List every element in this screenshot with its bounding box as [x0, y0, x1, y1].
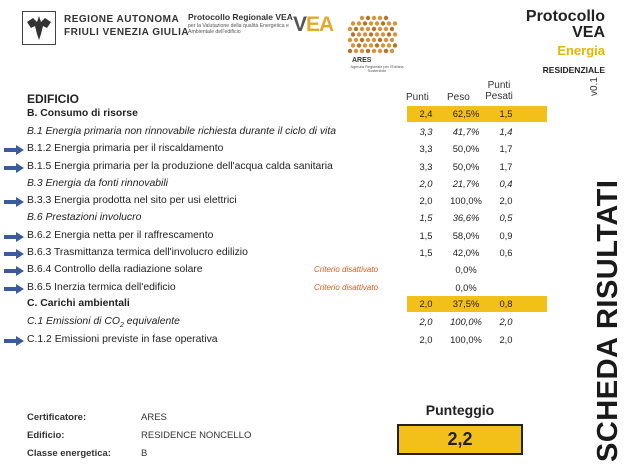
row-punti-pesati: 1,5	[499, 108, 513, 119]
row-label-tail: equivalente	[123, 316, 180, 327]
row-punti: 3,3	[419, 161, 433, 172]
row-peso: 36,6%	[452, 212, 480, 223]
row-peso: 100,0%	[450, 334, 482, 345]
ares-logo-dot	[372, 27, 376, 31]
ares-logo-dot	[360, 49, 364, 53]
ares-subtitle: Agenzia Regionale per l'Edilizia Sostenibile	[350, 65, 404, 74]
table-row	[27, 332, 522, 348]
table-row	[27, 159, 522, 175]
row-peso: 100,0%	[450, 316, 482, 327]
row-punti: 2,0	[419, 178, 433, 189]
row-punti-pesati: 2,0	[499, 195, 513, 206]
table-row	[27, 228, 522, 244]
ares-logo-dot	[390, 49, 394, 53]
ares-logo-dot	[393, 21, 397, 25]
row-punti: 1,5	[419, 212, 433, 223]
ares-logo-dot	[351, 21, 355, 25]
row-punti: 2,4	[419, 108, 433, 119]
ares-logo-dot	[366, 16, 370, 20]
vea-logo	[293, 13, 333, 37]
ares-logo-dot	[384, 27, 388, 31]
ares-logo-dot	[387, 43, 391, 47]
ares-name: ARES	[352, 57, 372, 64]
column-header-pesati-line2: Pesati	[485, 91, 513, 102]
row-label-subscript: 2	[119, 322, 124, 330]
region-name-line2: FRIULI VENEZIA GIULIA	[64, 27, 190, 38]
row-punti: 1,5	[419, 230, 433, 241]
row-label: B.1 Energia primaria non rinnovabile richiesta durante il ciclo di vita	[27, 126, 336, 137]
ares-logo-dot	[366, 27, 370, 31]
row-label: B.6.4 Controllo della radiazione solare	[27, 264, 203, 275]
row-label: B.1.5 Energia primaria per la produzione dell'acqua calda sanitaria	[27, 161, 333, 172]
ares-logo-dot	[372, 16, 376, 20]
row-label: B.1.2 Energia primaria per il riscaldamento	[27, 143, 224, 154]
row-label: C. Carichi ambientali	[27, 298, 130, 309]
arrow-right-icon	[4, 145, 24, 155]
ares-logo-dot	[393, 32, 397, 36]
version-label: v0.1	[589, 77, 600, 96]
ares-logo-dot	[363, 43, 367, 47]
ares-logo-dot	[354, 38, 358, 42]
ares-logo-dot	[393, 43, 397, 47]
table-row	[27, 193, 522, 209]
ares-logo-dot	[378, 16, 382, 20]
arrow-right-icon	[4, 197, 24, 207]
column-header-pesati-line1: Punti	[487, 80, 511, 91]
ares-logo-dot	[375, 32, 379, 36]
ares-logo-dot	[369, 43, 373, 47]
row-label: B.3 Energia da fonti rinnovabili	[27, 178, 168, 189]
row-label: B.6 Prestazioni involucro	[27, 212, 142, 223]
classe-energetica-value: B	[141, 448, 148, 459]
ares-logo-dot	[366, 49, 370, 53]
ares-logo-dot	[381, 21, 385, 25]
certificatore-label: Certificatore:	[27, 412, 87, 423]
ares-logo-dot	[366, 38, 370, 42]
vea-logo-ea: EA	[306, 13, 334, 36]
row-peso: 21,7%	[452, 178, 480, 189]
column-header-punti-pesati	[482, 80, 516, 102]
row-peso: 41,7%	[452, 126, 480, 137]
region-eagle-logo	[22, 11, 56, 45]
certificatore-value: ARES	[141, 412, 167, 423]
table-row	[27, 124, 522, 140]
table-row	[27, 176, 522, 192]
table-row	[27, 296, 522, 312]
section-title: EDIFICIO	[27, 92, 80, 106]
row-peso: 37,5%	[452, 298, 480, 309]
row-punti-pesati: 2,0	[499, 334, 513, 345]
row-punti: 3,3	[419, 143, 433, 154]
row-peso: 0,0%	[455, 264, 477, 275]
ares-logo-dot	[363, 32, 367, 36]
ares-logo-dot	[375, 43, 379, 47]
criterion-disabled-note: Criterio disattivato	[314, 265, 379, 274]
ares-logo-dot	[372, 38, 376, 42]
row-peso: 58,0%	[452, 230, 480, 241]
row-peso: 0,0%	[455, 282, 477, 293]
row-label: B.6.2 Energia netta per il raffrescamento	[27, 230, 214, 241]
side-title: SCHEDA RISULTATI	[592, 179, 624, 462]
ares-logo-dot	[375, 21, 379, 25]
row-punti-pesati: 2,0	[499, 316, 513, 327]
row-label: B.6.3 Trasmittanza termica dell'involucro edilizio	[27, 247, 248, 258]
arrow-right-icon	[4, 249, 24, 259]
ares-logo-dot	[384, 38, 388, 42]
table-row	[27, 245, 522, 261]
vea-title: Protocollo Regionale VEA	[188, 12, 293, 22]
row-punti: 3,3	[419, 126, 433, 137]
protocol-title-line1: Protocollo	[525, 8, 605, 25]
residential-label: RESIDENZIALE	[542, 65, 605, 75]
edificio-value: RESIDENCE NONCELLO	[141, 430, 252, 441]
row-punti-pesati: 0,8	[499, 298, 513, 309]
ares-logo-dot	[387, 21, 391, 25]
energy-label: Energia	[557, 43, 605, 58]
ares-logo-dot	[363, 21, 367, 25]
row-label: B.3.3 Energia prodotta nel sito per usi elettrici	[27, 195, 237, 206]
table-row	[27, 106, 522, 122]
ares-logo-dot	[354, 27, 358, 31]
vea-logo-v: V	[293, 13, 307, 36]
row-punti-pesati: 0,5	[499, 212, 513, 223]
row-punti-pesati: 1,7	[499, 161, 513, 172]
row-peso: 50,0%	[452, 143, 480, 154]
row-punti: 1,5	[419, 247, 433, 258]
region-name-line1: REGIONE AUTONOMA	[64, 14, 180, 25]
row-punti: 2,0	[419, 195, 433, 206]
arrow-right-icon	[4, 336, 24, 346]
row-punti-pesati: 0,4	[499, 178, 513, 189]
protocol-title	[526, 9, 605, 41]
row-peso: 62,5%	[452, 108, 480, 119]
ares-logo-dot	[357, 43, 361, 47]
ares-logo-dot	[351, 43, 355, 47]
table-row	[27, 280, 522, 296]
row-punti-pesati: 1,7	[499, 143, 513, 154]
protocol-title-line2: VEA	[572, 24, 605, 41]
arrow-right-icon	[4, 284, 24, 294]
row-label: C.1.2 Emissioni previste in fase operativa	[27, 334, 218, 345]
row-peso: 42,0%	[452, 247, 480, 258]
ares-logo-dot	[357, 21, 361, 25]
table-row	[27, 314, 522, 330]
ares-logo-dot	[384, 16, 388, 20]
ares-logo-dot	[381, 32, 385, 36]
ares-logo-dot	[378, 38, 382, 42]
arrow-right-icon	[4, 232, 24, 242]
table-row	[27, 210, 522, 226]
row-punti-pesati: 0,6	[499, 247, 513, 258]
criterion-disabled-note: Criterio disattivato	[314, 283, 379, 292]
ares-logo-dot	[360, 16, 364, 20]
ares-logo-dot	[369, 21, 373, 25]
row-label: B. Consumo di risorse	[27, 108, 138, 119]
ares-logo-dot	[378, 49, 382, 53]
ares-logo-dot	[351, 32, 355, 36]
table-row	[27, 141, 522, 157]
row-punti: 2,0	[419, 334, 433, 345]
row-punti-pesati: 0,9	[499, 230, 513, 241]
ares-logo-dot	[357, 32, 361, 36]
classe-energetica-label: Classe energetica:	[27, 448, 111, 459]
ares-logo-dot	[348, 49, 352, 53]
vea-subtitle: per la Valutazione della qualità Energetica e Ambientale dell'edificio	[188, 23, 289, 35]
ares-logo-dot	[369, 32, 373, 36]
ares-logo-dot	[378, 27, 382, 31]
ares-logo-dot	[360, 38, 364, 42]
ares-logo-dot	[348, 27, 352, 31]
ares-logo-dot	[381, 43, 385, 47]
arrow-right-icon	[4, 163, 24, 173]
column-header-peso: Peso	[447, 92, 470, 103]
row-label: B.6.5 Inerzia termica dell'edificio	[27, 282, 176, 293]
row-peso: 50,0%	[452, 161, 480, 172]
region-name	[64, 13, 189, 39]
table-row	[27, 262, 522, 278]
ares-logo-dot	[384, 49, 388, 53]
ares-logo-dot	[387, 32, 391, 36]
row-peso: 100,0%	[450, 195, 482, 206]
ares-logo-dot	[348, 38, 352, 42]
score-label: Punteggio	[425, 402, 495, 418]
ares-logo-dot	[390, 27, 394, 31]
ares-logo-dot	[360, 27, 364, 31]
ares-logo-dot	[390, 38, 394, 42]
ares-logo-dot	[372, 49, 376, 53]
row-punti-pesati: 1,4	[499, 126, 513, 137]
arrow-right-icon	[4, 266, 24, 276]
column-header-punti: Punti	[406, 92, 429, 103]
ares-logo-dot	[354, 49, 358, 53]
score-box: 2,2	[397, 424, 523, 455]
row-punti: 2,0	[419, 316, 433, 327]
edificio-label: Edificio:	[27, 430, 65, 441]
row-label-main: C.1 Emissioni di CO	[27, 316, 120, 327]
row-punti: 2,0	[419, 298, 433, 309]
